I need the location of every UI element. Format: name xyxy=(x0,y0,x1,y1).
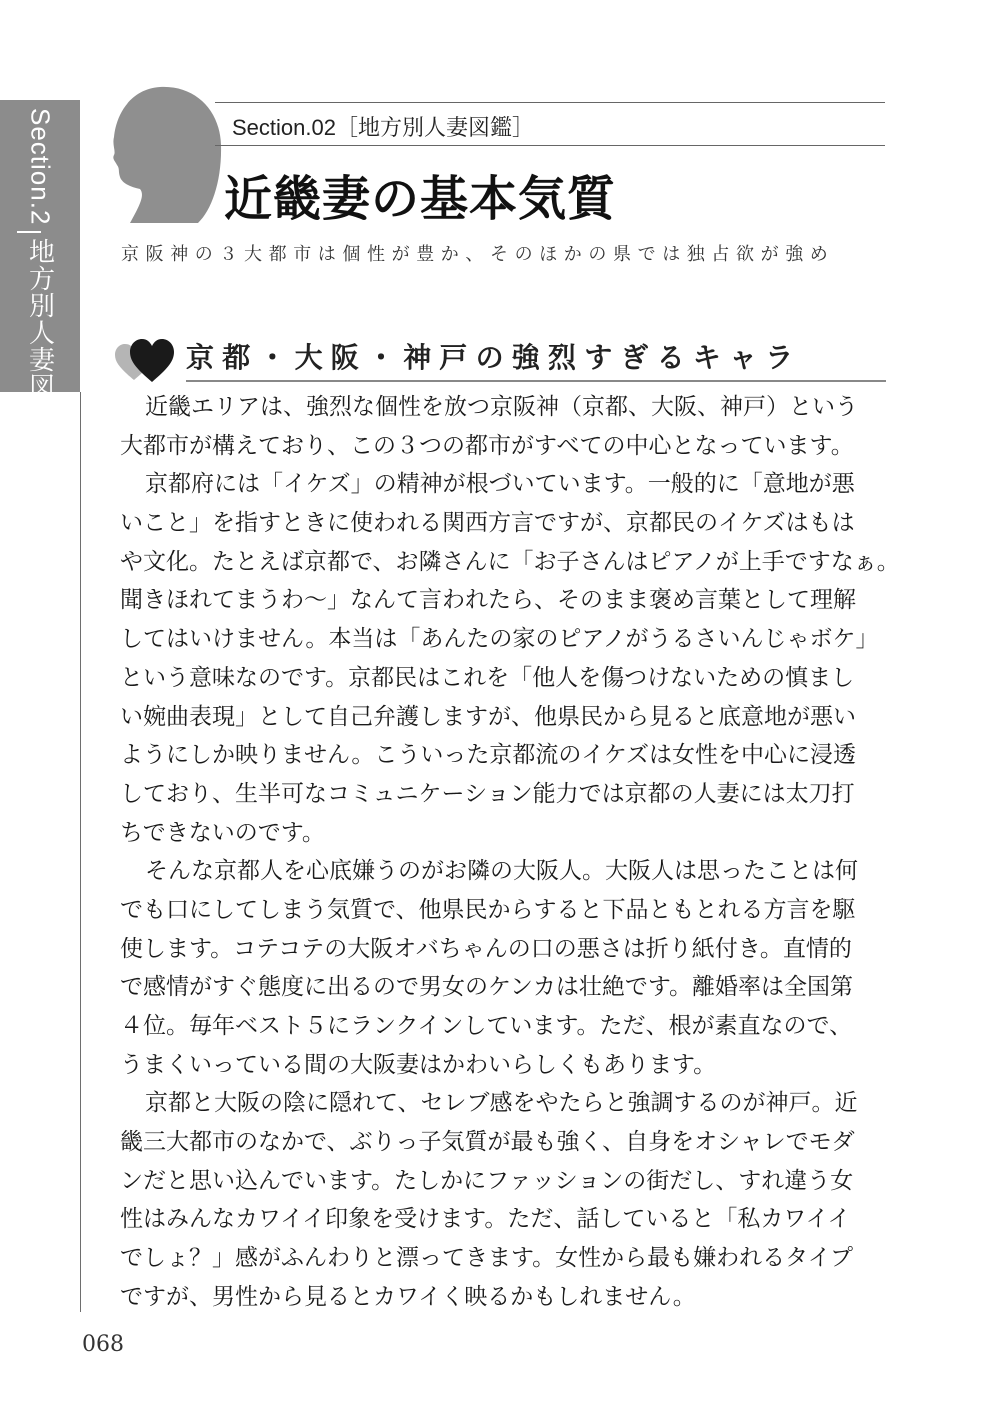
side-tab-label xyxy=(0,100,80,428)
body-line: 性はみんなカワイイ印象を受けます。ただ、話していると「私カワイイ xyxy=(120,1206,851,1233)
body-line: でも口にしてしまう気質で、他県民からすると下品ともとれる方言を駆 xyxy=(120,896,856,923)
header-rule-top xyxy=(215,102,885,103)
section-heading-underline xyxy=(186,380,886,382)
body-text xyxy=(120,388,900,1317)
body-line: ４位。毎年ベスト５にランクインしています。ただ、根が素直なので、 xyxy=(120,1013,853,1039)
body-line: で感情がすぐ態度に出るので男女のケンカは壮絶です。離婚率は全国第 xyxy=(120,974,854,1001)
section-label: Section.02［地方別人妻図鑑］ xyxy=(232,115,534,140)
body-line: しており、生半可なコミュニケーション能力では京都の人妻には太刀打 xyxy=(120,780,855,807)
body-line: いこと」を指すときに使われる関西方言ですが、京都民のイケズはもは xyxy=(120,510,855,537)
side-tab-section: Section.2 xyxy=(25,108,56,226)
side-tab-category: 地方別人妻図鑑 xyxy=(24,238,55,428)
body-line: 近畿エリアは、強烈な個性を放つ京阪神（京都、大阪、神戸）という xyxy=(145,394,858,420)
body-line: い婉曲表現」として自己弁護しますが、他県民から見ると底意地が悪い xyxy=(120,703,856,730)
body-line: そんな京都人を心底嫌うのがお隣の大阪人。大阪人は思ったことは何 xyxy=(145,858,858,885)
section-heading: 京都・大阪・神戸の強烈すぎるキャラ xyxy=(186,341,802,374)
hearts-icon xyxy=(114,336,176,384)
side-tab xyxy=(0,100,80,428)
body-line: 大都市が構えており、この３つの都市がすべての中心となっています。 xyxy=(120,432,854,459)
body-line: ようにしか映りません。こういった京都流のイケズは女性を中心に浸透 xyxy=(120,742,856,769)
body-line: うまくいっている間の大阪妻はかわいらしくもあります。 xyxy=(120,1051,717,1078)
body-line: 畿三大都市のなかで、ぶりっ子気質が最も強く、自身をオシャレでモダ xyxy=(120,1129,855,1156)
margin-rule xyxy=(80,392,81,1312)
body-line: 京都と大阪の陰に隠れて、セレブ感をやたらと強調するのが神戸。近 xyxy=(145,1090,858,1117)
body-line: や文化。たとえば京都で、お隣さんに「お子さんはピアノが上手ですなぁ。 xyxy=(120,548,900,575)
page-subtitle: 京阪神の３大都市は個性が豊か、そのほかの県では独占欲が強め xyxy=(121,244,835,265)
page-title: 近畿妻の基本気質 xyxy=(224,171,617,227)
body-line: 聞きほれてまうわ～」なんて言われたら、そのまま褒め言葉として理解 xyxy=(120,587,856,614)
body-line: でしょ？」感がふんわりと漂ってきます。女性から最も嫌われるタイプ xyxy=(120,1245,854,1272)
body-line: 使します。コテコテの大阪オバちゃんの口の悪さは折り紙付き。直情的 xyxy=(120,935,852,962)
page-number: 068 xyxy=(82,1332,124,1357)
header-rule-bottom xyxy=(215,145,885,146)
side-tab-separator xyxy=(39,231,41,232)
body-line: 京都府には「イケズ」の精神が根づいています。一般的に「意地が悪 xyxy=(145,471,855,498)
body-line: ンだと思い込んでいます。たしかにファッションの街だし、すれ違う女 xyxy=(120,1167,854,1194)
body-line: ですが、男性から見るとカワイく映るかもしれません。 xyxy=(120,1283,696,1310)
woman-silhouette-icon xyxy=(100,85,225,225)
body-line: ちできないのです。 xyxy=(120,819,325,846)
body-line: してはいけません。本当は「あんたの家のピアノがうるさいんじゃボケ」 xyxy=(120,626,879,653)
body-line: という意味なのです。京都民はこれを「他人を傷つけないための慎まし xyxy=(120,664,855,691)
